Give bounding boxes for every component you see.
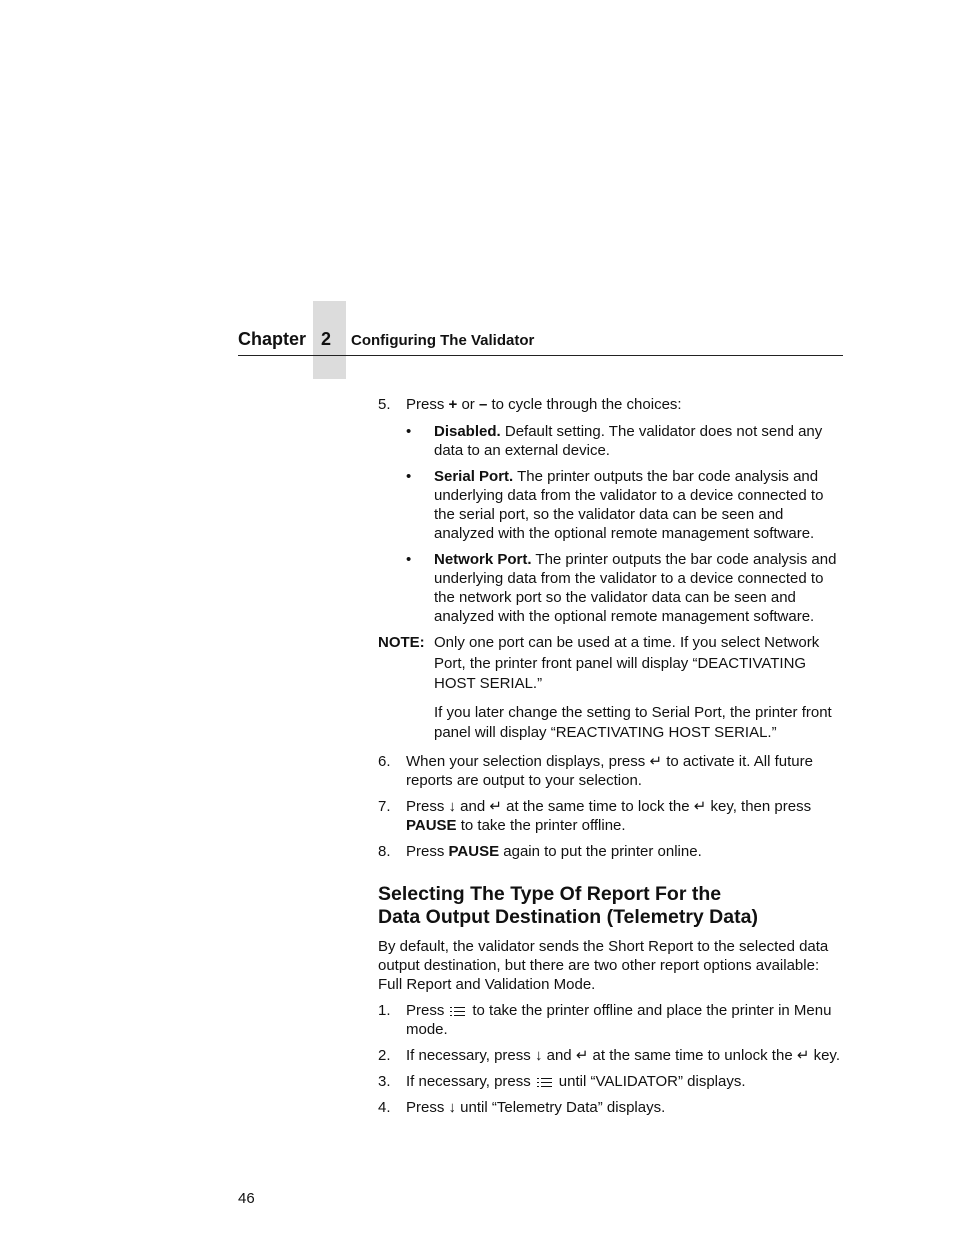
bullet-term: Disabled.	[434, 423, 501, 440]
step-number: 2.	[378, 1046, 391, 1064]
enter-key-icon: ↵	[693, 797, 707, 815]
step-text: Press	[406, 842, 449, 860]
step-text: or	[457, 396, 479, 413]
header-rule	[238, 355, 843, 356]
step-text: If necessary, press	[406, 1072, 531, 1090]
step-number: 4.	[378, 1098, 391, 1116]
step-6	[378, 752, 844, 790]
step-text: again to put the printer online.	[499, 842, 702, 860]
step-text: to activate it. All future reports are output to your selection.	[406, 752, 813, 789]
plus-key: +	[448, 396, 458, 413]
enter-key-icon: ↵	[649, 752, 663, 770]
note-paragraph: Only one port can be used at a time. If you select Network Port, the printer front panel will display “DEACTIVATING HOST SERIAL.”	[434, 634, 820, 692]
step-1	[378, 1001, 844, 1039]
step-text: Press	[406, 797, 449, 815]
note-block	[378, 633, 844, 744]
step-text: and	[542, 1046, 576, 1064]
section-heading	[378, 883, 844, 929]
bullet-term: Serial Port.	[434, 468, 514, 485]
step-number: 8.	[378, 842, 391, 860]
enter-key-icon: ↵	[489, 797, 502, 815]
step-text: and	[456, 797, 490, 815]
list-item	[406, 467, 844, 543]
enter-key-icon: ↵	[575, 1046, 589, 1064]
bullet-text: The printer outputs the bar code analysis and underlying data from the validator to a device connected to the network port so the validator data can be seen and analyzed with the optional remote management software.	[434, 551, 837, 625]
pause-key: PAUSE	[448, 842, 500, 860]
menu-key-icon	[537, 1076, 553, 1088]
list-item	[406, 550, 844, 626]
step-number: 7.	[378, 797, 391, 815]
down-arrow-icon: ↓	[534, 1046, 543, 1064]
step-text: to take the printer offline and place the printer in Menu mode.	[406, 1001, 832, 1038]
step-number: 5.	[378, 396, 391, 413]
step-text: until “Telemetry Data” displays.	[456, 1098, 666, 1116]
down-arrow-icon: ↓	[448, 797, 457, 815]
step-2	[378, 1046, 844, 1065]
note-label: NOTE:	[378, 634, 425, 651]
choice-list	[406, 422, 844, 626]
bullet-term: Network Port.	[434, 551, 532, 568]
chapter-label: Chapter	[238, 329, 307, 349]
chapter-title: Configuring The Validator	[351, 332, 535, 349]
step-text: key.	[809, 1046, 840, 1064]
step-text: key, then press	[706, 797, 812, 815]
bullet-mark: •	[406, 551, 412, 568]
step-text: Press	[406, 396, 449, 413]
step-4	[378, 1098, 844, 1117]
step-3	[378, 1072, 844, 1091]
step-text: Press	[406, 1098, 449, 1116]
step-text: Press	[406, 1001, 445, 1019]
chapter-number: 2	[321, 329, 332, 349]
list-item	[406, 422, 844, 460]
step-number: 6.	[378, 752, 391, 770]
note-paragraph: If you later change the setting to Serial Port, the printer front panel will display “REACTIVATING HOST SERIAL.”	[434, 703, 832, 741]
step-number: 1.	[378, 1001, 391, 1019]
step-text: at the same time to unlock the	[588, 1046, 797, 1064]
menu-key-icon	[450, 1005, 466, 1017]
step-text: to take the printer offline.	[456, 816, 626, 834]
bullet-mark: •	[406, 468, 412, 485]
step-5	[378, 395, 844, 626]
bullet-mark: •	[406, 423, 412, 440]
page-number: 46	[238, 1190, 255, 1207]
minus-key: –	[478, 396, 488, 413]
bullet-text: Default setting. The validator does not send any data to an external device.	[434, 423, 823, 459]
step-text: at the same time to lock the	[501, 797, 694, 815]
step-text: If necessary, press	[406, 1046, 535, 1064]
section-heading-line: Data Output Destination (Telemetry Data)	[378, 905, 758, 928]
pause-key: PAUSE	[406, 816, 457, 834]
enter-key-icon: ↵	[796, 1046, 810, 1064]
section-heading-line: Selecting The Type Of Report For the	[378, 882, 722, 905]
step-number: 3.	[378, 1072, 391, 1090]
main-content	[378, 395, 844, 1124]
bullet-text: The printer outputs the bar code analysis and underlying data from the validator to a device connected to the serial port, so the validator data can be seen and analyzed with the optional remote management software.	[434, 468, 824, 542]
step-8	[378, 842, 844, 861]
step-text: When your selection displays, press	[406, 752, 650, 770]
step-7	[378, 797, 844, 835]
down-arrow-icon: ↓	[448, 1098, 457, 1116]
step-text: until “VALIDATOR” displays.	[558, 1072, 746, 1090]
section-intro: By default, the validator sends the Short Report to the selected data output destination, but there are two other report options available: Full Report and Validation Mode.	[378, 937, 829, 993]
step-text: to cycle through the choices:	[487, 396, 682, 413]
